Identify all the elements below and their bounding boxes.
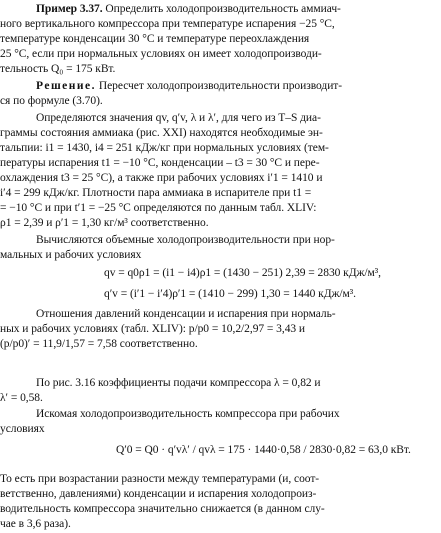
- example-label: Пример 3.37.: [36, 3, 103, 15]
- solution-line-6: пературы испарения t1 = −10 °С, конденсации – t3 = 30 °С и пере-: [0, 157, 320, 169]
- solution-line-20: То есть при возрастании разности между температурами (и, соот-: [0, 473, 320, 485]
- solution-line-23: чае в 3,6 раза).: [0, 518, 71, 530]
- solution-label: Решение.: [36, 80, 97, 92]
- solution-line-17: λ′ = 0,58.: [0, 392, 43, 404]
- solution-line-19: условиях: [0, 423, 45, 435]
- example-line-5: тельность Q₀ = 175 кВт.: [0, 63, 116, 75]
- solution-line-5: тальпии: i1 = 1430, i4 = 251 кДж/кг при нормальных условиях (тем-: [0, 142, 329, 154]
- solution-line-18: Искомая холодопроизводительность компрессора при рабочих: [36, 408, 340, 420]
- solution-line-16: По рис. 3.16 коэффициенты подачи компрессора λ = 0,82 и: [36, 377, 321, 389]
- solution-line-2: ся по формуле (3.70).: [0, 95, 103, 107]
- solution-line-3: Определяются значения qv, q′v, λ и λ′, для чего из T–S диа-: [36, 112, 321, 124]
- solution-line-9: = −10 °С и при t′1 = −25 °С определяются по данным табл. XLIV:: [0, 202, 317, 214]
- solution-line-22: водительность компрессора значительно снижается (в данном слу-: [0, 503, 325, 515]
- example-line-3: температуре конденсации 30 °С и температуре переохлаждения: [0, 33, 310, 45]
- solution-line-10: ρ1 = 2,39 и ρ′1 = 1,30 кг/м³ соответственно.: [0, 217, 209, 229]
- equation-qv-prime: q′v = (i′1 − i′4)ρ′1 = (1410 − 299) 1,30 = 1440 кДж/м³.: [104, 288, 356, 300]
- solution-line-7: охлаждения t3 = 25 °С), а также при рабочих условиях i′1 = 1410 и: [0, 172, 323, 184]
- solution-line-11: Вычисляются объемные холодопроизводительности при нор-: [36, 234, 335, 246]
- equation-q0-prime: Q′0 = Q0 · q′vλ′ / qvλ = 175 · 1440·0,58 / 2830·0,82 = 63,0 кВт.: [116, 444, 411, 456]
- solution-line-13: Отношения давлений конденсации и испарения при нормаль-: [36, 308, 336, 320]
- example-line-1: Пример 3.37. Определить холодопроизводительность аммиач-: [36, 3, 341, 15]
- solution-line-1: Решение. Пересчет холодопроизводительности производит-: [36, 80, 343, 92]
- example-line-4: 25 °С, если при нормальных условиях он имеет холодопроизводи-: [0, 48, 322, 60]
- solution-line-15: (p/p0)′ = 11,9/1,57 = 7,58 соответственно.: [0, 338, 198, 350]
- solution-line-12: мальных и рабочих условиях: [0, 249, 142, 261]
- solution-line-21: ветственно, давлениями) конденсации и испарения холодопроиз-: [0, 488, 317, 500]
- solution-line-4: граммы состояния аммиака (рис. XXI) находятся необходимые эн-: [0, 127, 323, 139]
- solution-line-8: i′4 = 299 кДж/кг. Плотности пара аммиака в испарителе при t1 =: [0, 187, 312, 199]
- equation-qv: qv = q0ρ1 = (i1 − i4)ρ1 = (1430 − 251) 2,39 = 2830 кДж/м³,: [104, 267, 381, 279]
- solution-line-14: ных и рабочих условиях (табл. XLIV): p/p0 = 10,2/2,97 = 3,43 и: [0, 323, 306, 335]
- example-line-2: ного вертикального компрессора при температуре испарения −25 °С,: [0, 18, 335, 30]
